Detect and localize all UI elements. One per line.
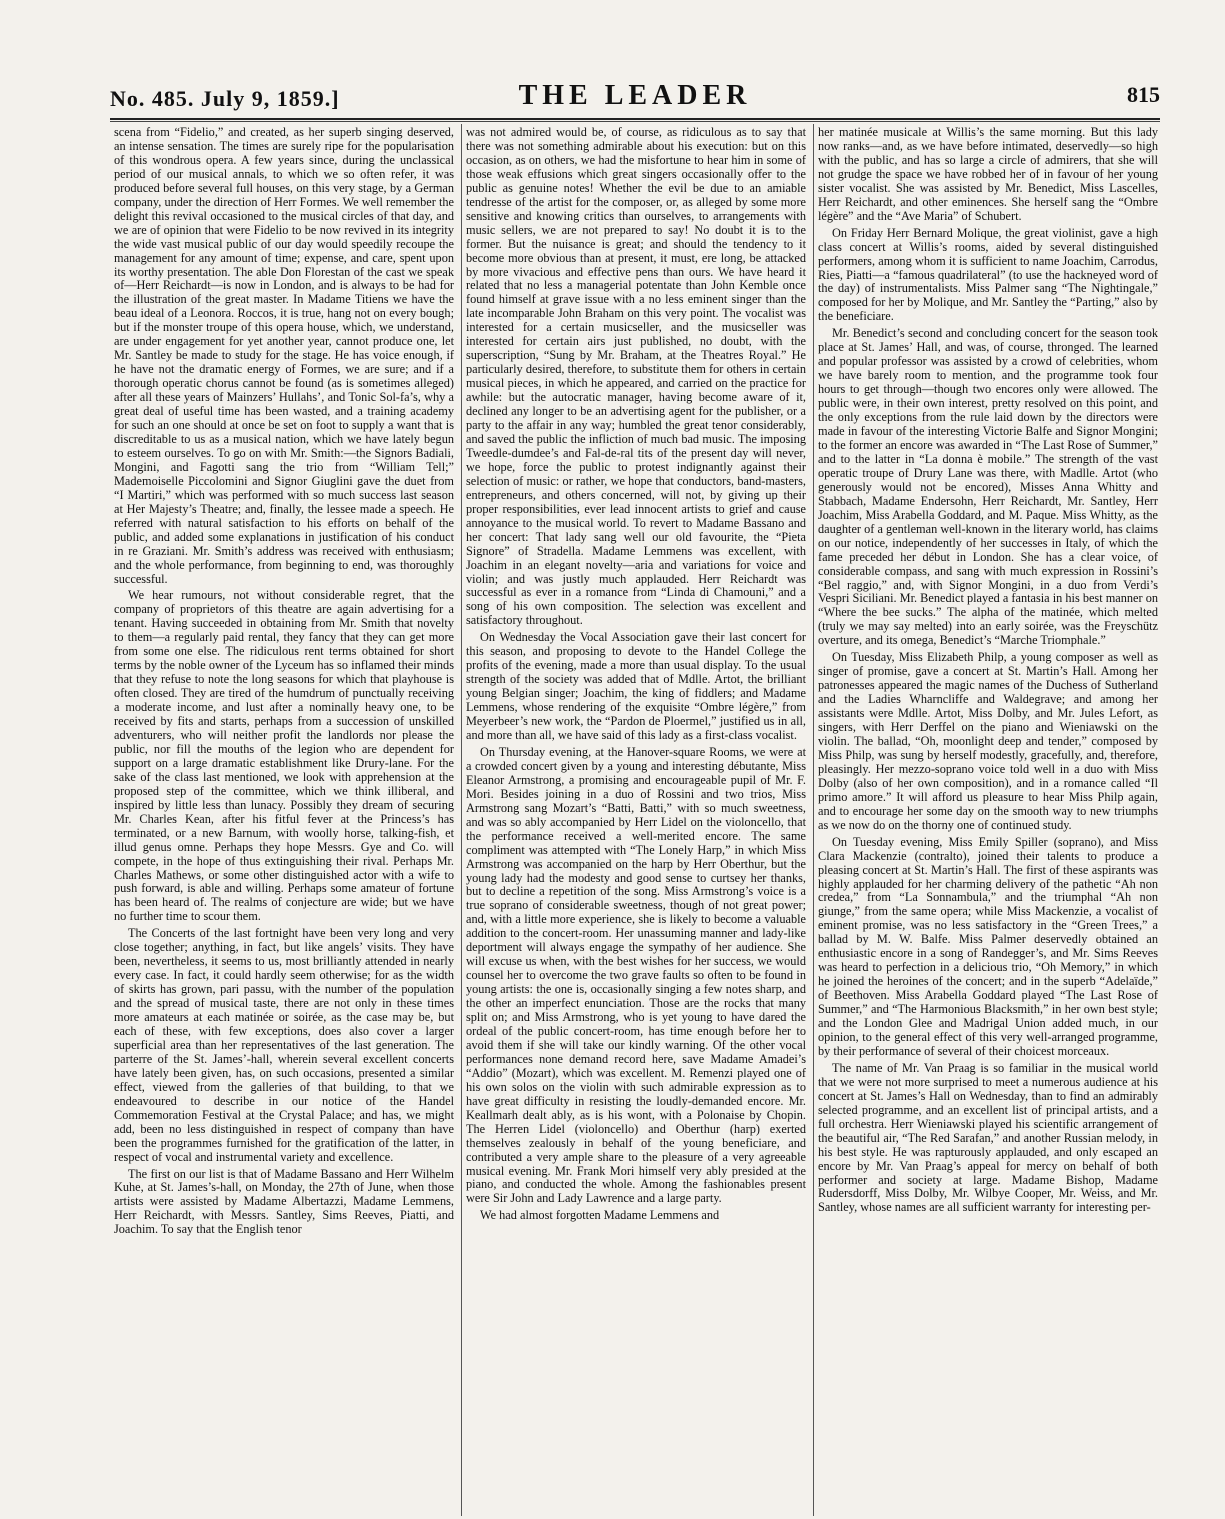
header-rule: [110, 118, 1160, 120]
paragraph: On Tuesday evening, Miss Emily Spiller (soprano), and Miss Clara Mackenzie (contralto), joined their talents to produce a pleasing concert at St. Martin’s Hall. The first of these aspirants was highly applauded for her charming delivery of the pathetic “Ah non credea,” from “La Sonnambula,” and the triumphal “Ah non giunge,” from the same opera; while Miss Mackenzie, a vocalist of eminent promise, was no less satisfactory in the “Green Trees,” a ballad by M. W. Balfe. Miss Palmer deservedly obtained an enthusiastic encore in a song of Randegger’s, and Mr. Sims Reeves was heard to perfection in a delicious trio, “Oh Memory,” in which he joined the heroines of the concert; and in the superb “Adelaïde,” of Beethoven. Miss Arabella Goddard played “The Last Rose of Summer,” and “The Harmonious Blacksmith,” in her own best style; and the London Glee and Madrigal Union added much, in our opinion, to the general effect of this very well-arranged programme, by their performance of several of their choicest morceaux.: [818, 834, 1158, 1058]
paragraph: On Wednesday the Vocal Association gave their last concert for this season, and proposing to devote to the Handel College the profits of the evening, made a more than usual display. To the usual strength of the society was added that of Mdlle. Artot, the brilliant young Belgian singer; Joachim, the king of fiddlers; and Madame Lemmens, whose rendering of the exquisite “Ombre légère,” from Meyerbeer’s new work, the “Pardon de Ploermel,” justified us in all, and more than all, we have said of this lady as a first-class vocalist.: [466, 630, 806, 742]
column-3: [818, 126, 1158, 1511]
column-divider: [461, 124, 462, 1516]
paragraph: We had almost forgotten Madame Lemmens and: [480, 1208, 720, 1223]
paragraph: was not admired would be, of course, as ridiculous as to say that there was not something admirable about his execution: but on this occasion, as on others, we had the misfortune to hear him in some of those weak effusions which great singers occasionally offer to the public as genuine notes! Whether the evil be due to an amiable tendresse of the artist for the composer, or, as alleged by some more sensitive and knowing critics than ourselves, to arrangements with music sellers, we are not prepared to say! No doubt it is to the former. But the nuisance is great; and should the tendency to it become more obvious than at present, it must, ere long, be attacked by more vivacious and effective pens than ours. We have heard it related that no less a managerial potentate than John Kemble once found himself at grave issue with a no less eminent singer than the late incomparable John Braham on this very point. The vocalist was interested for a certain musicseller, and the musicseller was interested for certain airs just published, no doubt, with the superscription, “Sung by Mr. Braham, at the Theatres Royal.” He particularly desired, therefore, to substitute them for others in certain musical pieces, in which he appeared, and carried on the practice for awhile: but the autocratic manager, having become aware of it, declined any longer to be an advertising agent for the publisher, or a party to the affair in any way; humbled the great tenor considerably, and saved the public the infliction of much bad music. The imposing Tweedle-dumdee’s and Fal-de-ral tits of the present day will never, we hope, force the public to protest indignantly against their selection of music: or rather, we hope that conductors, band-masters, entrepreneurs, and others concerned, will not, by giving up their proper responsibilities, ever lead innocent artists to grief and cause annoyance to the musical world. To revert to Madame Bassano and her concert: That lady sang well our old favourite, the “Pieta Signore” of Stradella. Madame Lemmens was excellent, with Joachim in an elegant novelty—aria and variations for voice and violin; and was justly much applauded. Herr Reichardt was successful as ever in a romance from “Linda di Chamouni,” and a song of his own composition. The selection was excellent and satisfactory throughout.: [466, 126, 806, 628]
paragraph: Mr. Benedict’s second and concluding concert for the season took place at St. James’ Hall, and was, of course, thronged. The learned and popular professor was assisted by a crowd of celebrities, whom we have barely room to mention, and the programme took four hours to get through—though two encores only were allowed. The public were, in their own interest, pretty resolved on this point, and the only exceptions from the rule laid down by the directors were made in favour of the interesting Victorie Balfe and Signor Mongini; to the former an encore was awarded in “The Last Rose of Summer,” and to the latter in “La donna è mobile.” The strength of the vast operatic troupe of Drury Lane was there, with Madlle. Artot (who generously would not be encored), Misses Anna Whitty and Stabbach, Madame Endersohn, Herr Reichardt, Mr. Santley, Herr Joachim, Miss Arabella Goddard, and M. Paque. Miss Whitty, as the daughter of a gentleman well-known in the literary world, has claims on our notice, independently of her successes in Italy, of which the fame preceded her début in London. She has a clear voice, of considerable compass, and sang with much expression in Rossini’s “Bel raggio,” and, with Signor Mongini, in a duo from Verdi’s Vespri Siciliani. Mr. Benedict played a fantasia in his best manner on “Where the bee sucks.” The alpha of the matinée, which melted (truly we may say melted) into an early soirée, was the Freyschütz overture, and its omega, Benedict’s “Marche Triomphale.”: [818, 326, 1158, 648]
paragraph: The Concerts of the last fortnight have been very long and very close together; anything, in fact, but like angels’ visits. They have been, nevertheless, it seems to us, most brilliantly attended in nearly every case. In fact, it could hardly seem otherwise; for as the width of skirts has grown, pari passu, with the number of the population and the spread of musical taste, there are not only in these times more amateurs at each matinée or soirée, as the case may be, but each of these, with few exceptions, does also cover a larger superficial area than her representatives of the last generation. The parterre of the St. James’-hall, wherein several excellent concerts have lately been given, has, on such occasions, presented a similar effect, viewed from the galleries of that building, to that we endeavoured to describe in our notice of the Handel Commemoration Festival at the Crystal Palace; and has, we might add, been no less distinguished in respect of company than have been the programmes furnished for the gratification of the latter, in respect of vocal and instrumental variety and excellence.: [114, 926, 454, 1164]
paragraph: The name of Mr. Van Praag is so familiar in the musical world that we were not more surprised to meet a numerous audience at his concert at St. James’s Hall on Wednesday, than to find an admirably selected programme, and an excellent list of principal artists, and a full orchestra. Herr Wieniawski played his scientific arrangement of the beautiful air, “The Red Sarafan,” and another Russian melody, in his best style. He was rapturously applauded, and only escaped an encore by Mr. Van Praag’s appeal for mercy on behalf of both performer and society at large. Madame Bishop, Madame Rudersdorff, Miss Dolby, Mr. Wilbye Cooper, Mr. Weiss, and Mr. Santley, whose names are all sufficient warranty for interesting per-: [818, 1060, 1158, 1215]
paragraph: scena from “Fidelio,” and created, as her superb singing deserved, an intense sensation. The times are surely ripe for the popularisation of this wondrous opera. A few years since, during the unclassical period of our musical annals, to which we so often refer, it was produced before several full houses, on this very stage, by a German company, under the direction of Herr Formes. We well remember the delight this revival occasioned to the musical circles of that day, and we are of opinion that were Fidelio to be now revived in its integrity the wide vast musical public of our day would speedily recoupe the management for any amount of time; expense, and care, spent upon its worthy presentation. The able Don Florestan of the cast we speak of—Herr Reichardt—is now in London, and is always to be had for the illustration of the great master. In Madame Titiens we have the beau ideal of a Leonora. Roccos, it is true, hang not on every bough; but if the monster troupe of this opera house, which, we understand, are under engagement for yet another year, cannot produce one, let Mr. Santley be made to study for the stage. He has voice enough, if he have not the dramatic energy of Formes, we are sure; and if a thorough operatic chorus cannot be found (as is sometimes alleged) after all these years of Mainzers’ Hullahs’, and Tonic Sol-fa’s, why a great deal of useful time has been wasted, and a training academy for such an one should at once be set on foot to supply a want that is discreditable to us as a musical nation, which we have lately begun to esteem ourselves. To go on with Mr. Smith:—the Signors Badiali, Mongini, and Fagotti sang the trio from “William Tell;” Mademoiselle Piccolomini and Signor Giuglini gave the duet from “I Martiri,” which was performed with so much success last season at Her Majesty’s Theatre; and, finally, the lessee made a speech. He referred with natural satisfaction to his efforts on behalf of the public, and added some explanations in justification of his conduct in re Graziani. Mr. Smith’s address was received with enthusiasm; and the whole performance, from beginning to end, was thoroughly successful.: [114, 126, 454, 586]
paragraph: We hear rumours, not without considerable regret, that the company of proprietors of this theatre are again advertising for a tenant. Having succeeded in obtaining from Mr. Smith that novelty to them—a regularly paid rental, they fancy that they can get more from some one else. The ridiculous rent terms obtained for short terms by the noble owner of the Lyceum has so inflamed their minds that they refuse to note the long seasons for which that playhouse is often closed. They are tired of the humdrum of punctually receiving a moderate income, and lust after a nominally heavy one, to be received by fits and starts, perhaps from a succession of unskilled adventurers, who will neither profit the landlords nor please the public, nor fill the mouths of the legion who are dependent for support on a large dramatic establishment like Drury-lane. For the sake of the class last mentioned, we look with apprehension at the proposed step of the committee, which we think illiberal, and inspired by little less than lunacy. Possibly they dream of securing Mr. Charles Kean, after his fitful fever at the Princess’s has terminated, or a new Barnum, with woolly horse, talking-fish, et illud genus omne. Perhaps they hope Messrs. Gye and Co. will compete, in the hope of thus extinguishing their rival. Perhaps Mr. Charles Mathews, or some other distinguished actor with a wife to push forward, is able and willing. Perhaps some amateur of fortune has been heard of. The realms of conjecture are wide; but we have no further time to scour them.: [114, 588, 454, 924]
paragraph: The first on our list is that of Madame Bassano and Herr Wilhelm Kuhe, at St. James’s-hall, on Monday, the 27th of June, when those artists were assisted by Madame Albertazzi, Madame Lemmens, Herr Reichardt, with Messrs. Santley, Sims Reeves, Piatti, and Joachim. To say that the English tenor: [114, 1166, 454, 1237]
paragraph: On Friday Herr Bernard Molique, the great violinist, gave a high class concert at Willis’s rooms, aided by several distinguished performers, among whom it is sufficient to name Joachim, Carrodus, Ries, Piatti—a “famous quadrilateral” (to use the hackneyed word of the day) of instrumentalists. Miss Palmer sang “The Nightingale,” composed for her by Molique, and Mr. Santley the “Parting,” also by the beneficiare.: [818, 225, 1158, 324]
column-1: [114, 126, 454, 1511]
paragraph: On Thursday evening, at the Hanover-square Rooms, we were at a crowded concert given by a young and interesting débutante, Miss Eleanor Armstrong, a promising and encourageable pupil of Mr. F. Mori. Besides joining in a duo of Rossini and two trios, Miss Armstrong sang Mozart’s “Batti, Batti,” with so much sweetness, and was so ably accompanied by Herr Lidel on the violoncello, that the performance received a well-merited encore. The same compliment was attempted with “The Lonely Harp,” in which Miss Armstrong was accompanied on the harp by Herr Oberthur, but the young lady had the modesty and good sense to curtsey her thanks, but to decline a repetition of the song. Miss Armstrong’s voice is a true soprano of considerable sweetness, though of not great power; and, with a little more experience, she is likely to become a valuable addition to the concert-room. Her unassuming manner and lady-like deportment will always engage the sympathy of her audience. She will excuse us when, with the best wishes for her success, we would counsel her to overcome the two grave faults so often to be found in young artists: the one is, occasionally singing a few notes sharp, and the other an imperfect enunciation. Those are the rocks that many split on; and Miss Armstrong, who is yet young to have dared the ordeal of the public concert-room, has time enough before her to avoid them if she will take our kindly warning. Of the other vocal performances none demand record here, save Madame Amadei’s “Addio” (Mozart), which was excellent. M. Remenzi played one of his own solos on the violin with such admirable expression as to have great difficulty in resisting the loudly-demanded encore. Mr. Keallmarh dealt ably, as is his wont, with a Polonaise by Chopin. The Herren Lidel (violoncello) and Oberthur (harp) exerted themselves zealously in behalf of the young beneficiare, and contributed a very ample share to the pleasure of a very agreeable musical evening. Mr. Frank Mori himself very ably presided at the piano, and conducted the whole. Among the fashionables present were Sir John and Lady Lawrence and a large party.: [466, 744, 806, 1206]
issue-date: No. 485. July 9, 1859.]: [110, 86, 340, 111]
header-rule-thin: [110, 121, 1160, 122]
paragraph: On Tuesday, Miss Elizabeth Philp, a young composer as well as singer of promise, gave a concert at St. Martin’s Hall. Among her patronesses appeared the magic names of the Duchess of Sutherland and the Ladies Wharncliffe and Waldegrave; and among her assistants were Mdlle. Artot, Miss Dolby, and Mr. Jules Lefort, as singers, with Herr Derffel on the piano and Wieniawski on the violin. The ballad, “Oh, moonlight deep and tender,” composed by Miss Philp, was sung by herself modestly, gracefully, and, therefore, pleasingly. Her mezzo-soprano voice told well in a duo with Miss Dolby (also of her own composition), and in a romance called “Il primo amore.” It will afford us pleasure to hear Miss Philp again, and to encourage her some day on the smooth way to new triumphs as we now do on the thorny one of continued study.: [818, 650, 1158, 832]
paragraph: her matinée musicale at Willis’s the same morning. But this lady now ranks—and, as we have before intimated, deservedly—so high with the public, and has so large a circle of admirers, that she will not grudge the space we have robbed her of in favour of her young sister vocalist. She was assisted by Mr. Benedict, Miss Lascelles, Herr Reichardt, and other eminences. She herself sang the “Ombre légère” and the “Ave Maria” of Schubert.: [818, 126, 1158, 223]
masthead: [110, 0, 1160, 120]
page-number: 815: [1127, 82, 1160, 107]
column-2: [466, 126, 806, 1511]
newspaper-title: THE LEADER: [518, 80, 752, 111]
column-divider: [813, 124, 814, 1516]
